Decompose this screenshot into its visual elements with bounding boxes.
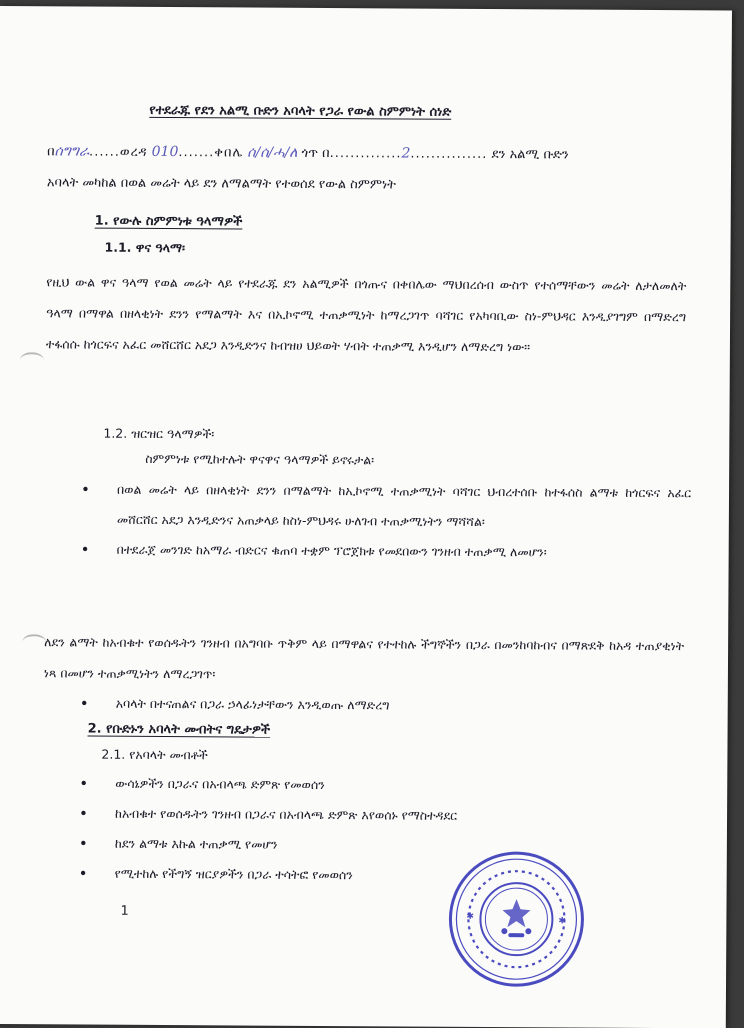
section-1-2-heading: 1.2. ዝርዝር ዓላማዎች፡: [103, 425, 215, 442]
member-rights-list: [79, 768, 690, 892]
handwritten-place: ሰግግራ: [54, 143, 90, 160]
list-item: • ውሳኔዎችን በጋራና በአብላጫ ድምጽ የመወሰን: [79, 768, 689, 802]
punch-hole-icon: [20, 352, 44, 368]
intro-block: [47, 144, 687, 212]
official-seal-icon: [446, 849, 587, 990]
handwritten-number: 2: [401, 145, 411, 162]
intro-text-1: በ: [47, 144, 55, 160]
list-item: • የሚተከሉ የችግኝ ዝርያዎችን በጋራ ተሳትፎ የመወሰን: [79, 858, 689, 892]
intro-text-4: ጎጥ በ: [301, 145, 330, 162]
list-item: • ከደን ልማቱ እኩል ተጠቃሚ የመሆን: [79, 828, 689, 862]
list-item: • አባላት በተናጠልና በጋራ ኃላፊነታቸውን እንዲወጡ ለማድረግ: [80, 689, 690, 723]
list-item: • በወል መሬት ላይ በዘላቂነት ደንን በማልማት ከኢኮኖሚ ተጠቃሚነት ባሻገር ህብረተሰቡ ከተፋሰስ ልማቱ ከጎርፍና አፈር መሸርሸር አደጋ እንዲድንና አጠቃላይ ከስነ-ምህዳሩ ሁለገብ ተጠቃሚነትን ማሻሻል፡: [81, 475, 691, 539]
intro-text-3: .......ቀበሌ: [178, 145, 244, 161]
section-1-2-paragraph-2: ለደን ልማት ከአብቁተ የወሰዱትን ገንዘብ በአግባቡ ጥቅም ላይ በማዋልና የተተከሉ ችግኞችን በጋራ በመንከባከብና በማጽደቅ ከአዳ ተጠያቂነት ነጻ በመሆን ተጠቃሚነትን ለማረጋገጥ፡: [43, 634, 685, 682]
intro-line-2: አባላት መካከል በወል መሬት ላይ ደን ለማልማት የተወሰደ የውል ስምምነት: [46, 175, 397, 193]
handwritten-kebele: 010: [151, 143, 179, 161]
section-1-heading: 1. የውሉ ስምምነቱ ዓላማዎች: [94, 213, 243, 230]
intro-text-5: ደን አልሚ ቡድን: [491, 147, 569, 163]
intro-line-1: በሰግግራ......ወረዳ 010.......ቀበሌ ሰ/ሰ/ሓ/ለ ጎጥ በ..............2............... ደን አልሚ ቡድን: [47, 143, 569, 163]
document-title: የተደራጁ የደን አልሚ ቡድን አባላት የጋራ የውል ስምምነት ሰነድ: [149, 102, 452, 120]
section-2-1-heading: 2.1. የአባላት መብቶች: [101, 746, 208, 763]
punch-hole-icon: [22, 634, 46, 650]
section-2-heading: 2. የቡድኑን አባላት መብትና ግዴታዎች: [87, 721, 271, 738]
handwritten-date: ሰ/ሰ/ሓ/ለ: [247, 144, 298, 161]
responsibility-list: [80, 689, 690, 723]
document-page: [0, 6, 732, 1028]
svg-text:✱: ✱: [558, 916, 566, 927]
section-1-2-lead: ስምምነቱ የሚከተሉት ዋናዋና ዓላማዎች ይኖሩታል፡: [145, 450, 375, 468]
svg-text:✱: ✱: [466, 911, 475, 922]
section-1-1-heading: 1.1. ዋና ዓላማ፡: [104, 239, 186, 256]
list-item: • በተደራጀ መንገድ ከአማራ ብድርና ቁጠባ ተቋም ፕሮጀክቱ የመደበውን ገንዘብ ተጠቃሚ ለመሆን፡: [81, 535, 691, 569]
intro-text-2: ......ወረዳ: [89, 144, 148, 160]
page-number: 1: [120, 903, 129, 919]
list-item: • ከአብቁተ የወሰዱትን ገንዘብ በጋራና በአብላጫ ድምጽ እየወሰኑ የማስተዳደር: [79, 798, 689, 832]
section-1-1-paragraph: የዚህ ውል ዋና ዓላማ የወል መሬት ላይ የተደራጁ ደን አልሚዎች በጎጡና በቀበሌው ማህበረሰብ ውስጥ የተሰማቸውን መሬት ለታለመለት ዓላማ በማዋል በዘላቂነት ደንን የማልማት እና በኢኮኖሚ ተጠቃሚነት ከማረጋገጥ ባሻገር የአካባቢው ስነ-ምህዳር እንዲያገግም በማድረግ ተፋሰሱ ከጎርፍና አፈር መሸርሸር አደጋ እንዲድንና ከብዝሀ ህይወት ሃብት ተጠቃሚ እንዲሆን ለማድረግ ነው፡፡: [45, 274, 687, 355]
objectives-list: [81, 475, 692, 569]
